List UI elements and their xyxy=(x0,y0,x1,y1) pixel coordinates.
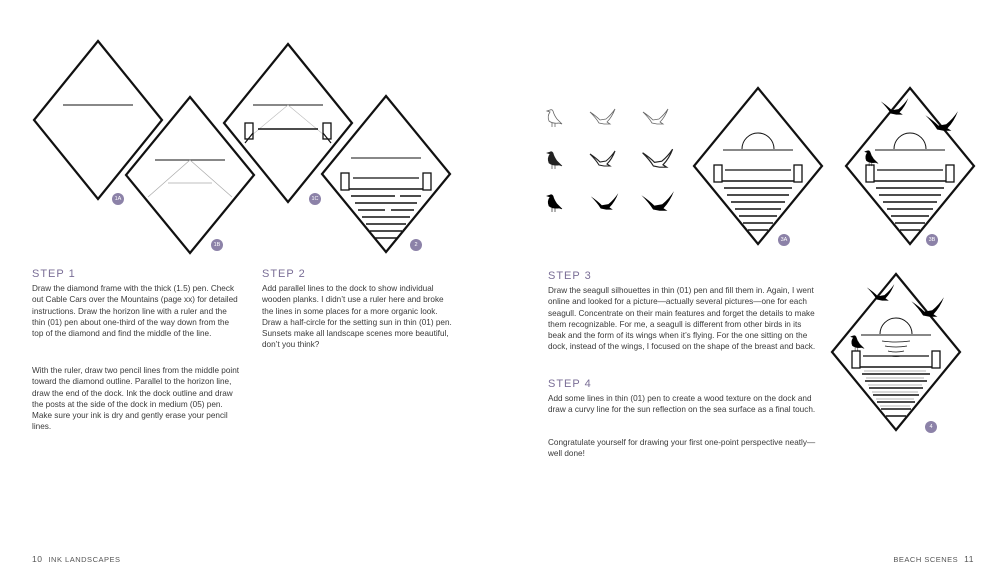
step3-paragraph-1: Draw the seagull silhouettes in thin (01) pen and fill them in. Again, I went online and looked for a picture—actually several pictures—one for each seagull. Concentrate on their main features and forget the details to make them recognizable. For me, a seagull is different from other birds in its beak and the form of its wings when it’s flying. For the one sitting on the dock, instead of the wings, I focused on the shape of the breast and back. xyxy=(548,286,816,352)
right-running-head: BEACH SCENES xyxy=(893,555,959,564)
seagull-sketches xyxy=(547,109,674,212)
step-badge-1a: 1A xyxy=(112,193,124,205)
diagram-3a xyxy=(694,88,822,244)
right-page-number: 11 xyxy=(964,554,974,564)
left-running-head: INK LANDSCAPES xyxy=(48,555,121,564)
step1-heading: STEP 1 xyxy=(32,268,76,280)
diagram-1b xyxy=(126,97,254,253)
step-badge-2: 2 xyxy=(410,239,422,251)
step4-paragraph-1: Add some lines in thin (01) pen to create a wood texture on the dock and draw a curvy line for the sun reflection on the sea surface as a final touch. xyxy=(548,394,816,415)
step-badge-3b: 3B xyxy=(926,234,938,246)
left-page-number: 10 xyxy=(32,554,43,564)
right-folio xyxy=(893,554,980,564)
left-folio xyxy=(26,554,121,564)
step4-paragraph-2: Congratulate yourself for drawing your first one-point perspective neatly—well done! xyxy=(548,438,816,459)
step-badge-3a: 3A xyxy=(778,234,790,246)
step4-heading: STEP 4 xyxy=(548,378,592,390)
step-badge-1b: 1B xyxy=(211,239,223,251)
step3-heading: STEP 3 xyxy=(548,270,592,282)
step1-paragraph-1: Draw the diamond frame with the thick (1.5) pen. Check out Cable Cars over the Mountains (page xx) for detailed instructions. Draw the horizon line with a ruler and the thin (01) pen about one-third of the way down from the top of the diamond and find the middle of the line. xyxy=(32,284,238,339)
diagram-3b xyxy=(846,88,974,244)
step-badge-4: 4 xyxy=(925,421,937,433)
step2-heading: STEP 2 xyxy=(262,268,306,280)
step-badge-1c: 1C xyxy=(309,193,321,205)
diagram-2 xyxy=(322,96,450,252)
diagram-4 xyxy=(832,274,960,430)
step1-paragraph-2: With the ruler, draw two pencil lines from the middle point toward the diamond outline. Parallel to the horizon line, draw the end of the dock. Ink the dock outline and draw the posts at the side of the dock in medium (05) pen. Make sure your ink is dry and gently erase your pencil lines. xyxy=(32,366,240,432)
diagram-1a xyxy=(34,41,162,199)
diagram-1c xyxy=(224,44,352,202)
step2-paragraph-1: Add parallel lines to the dock to show individual wooden planks. I didn’t use a ruler here and broke the lines in some places for a more organic look. Draw a half-circle for the setting sun in thin (01) pen. Sunsets make all landscape scenes more beautiful, don’t you think? xyxy=(262,284,452,350)
